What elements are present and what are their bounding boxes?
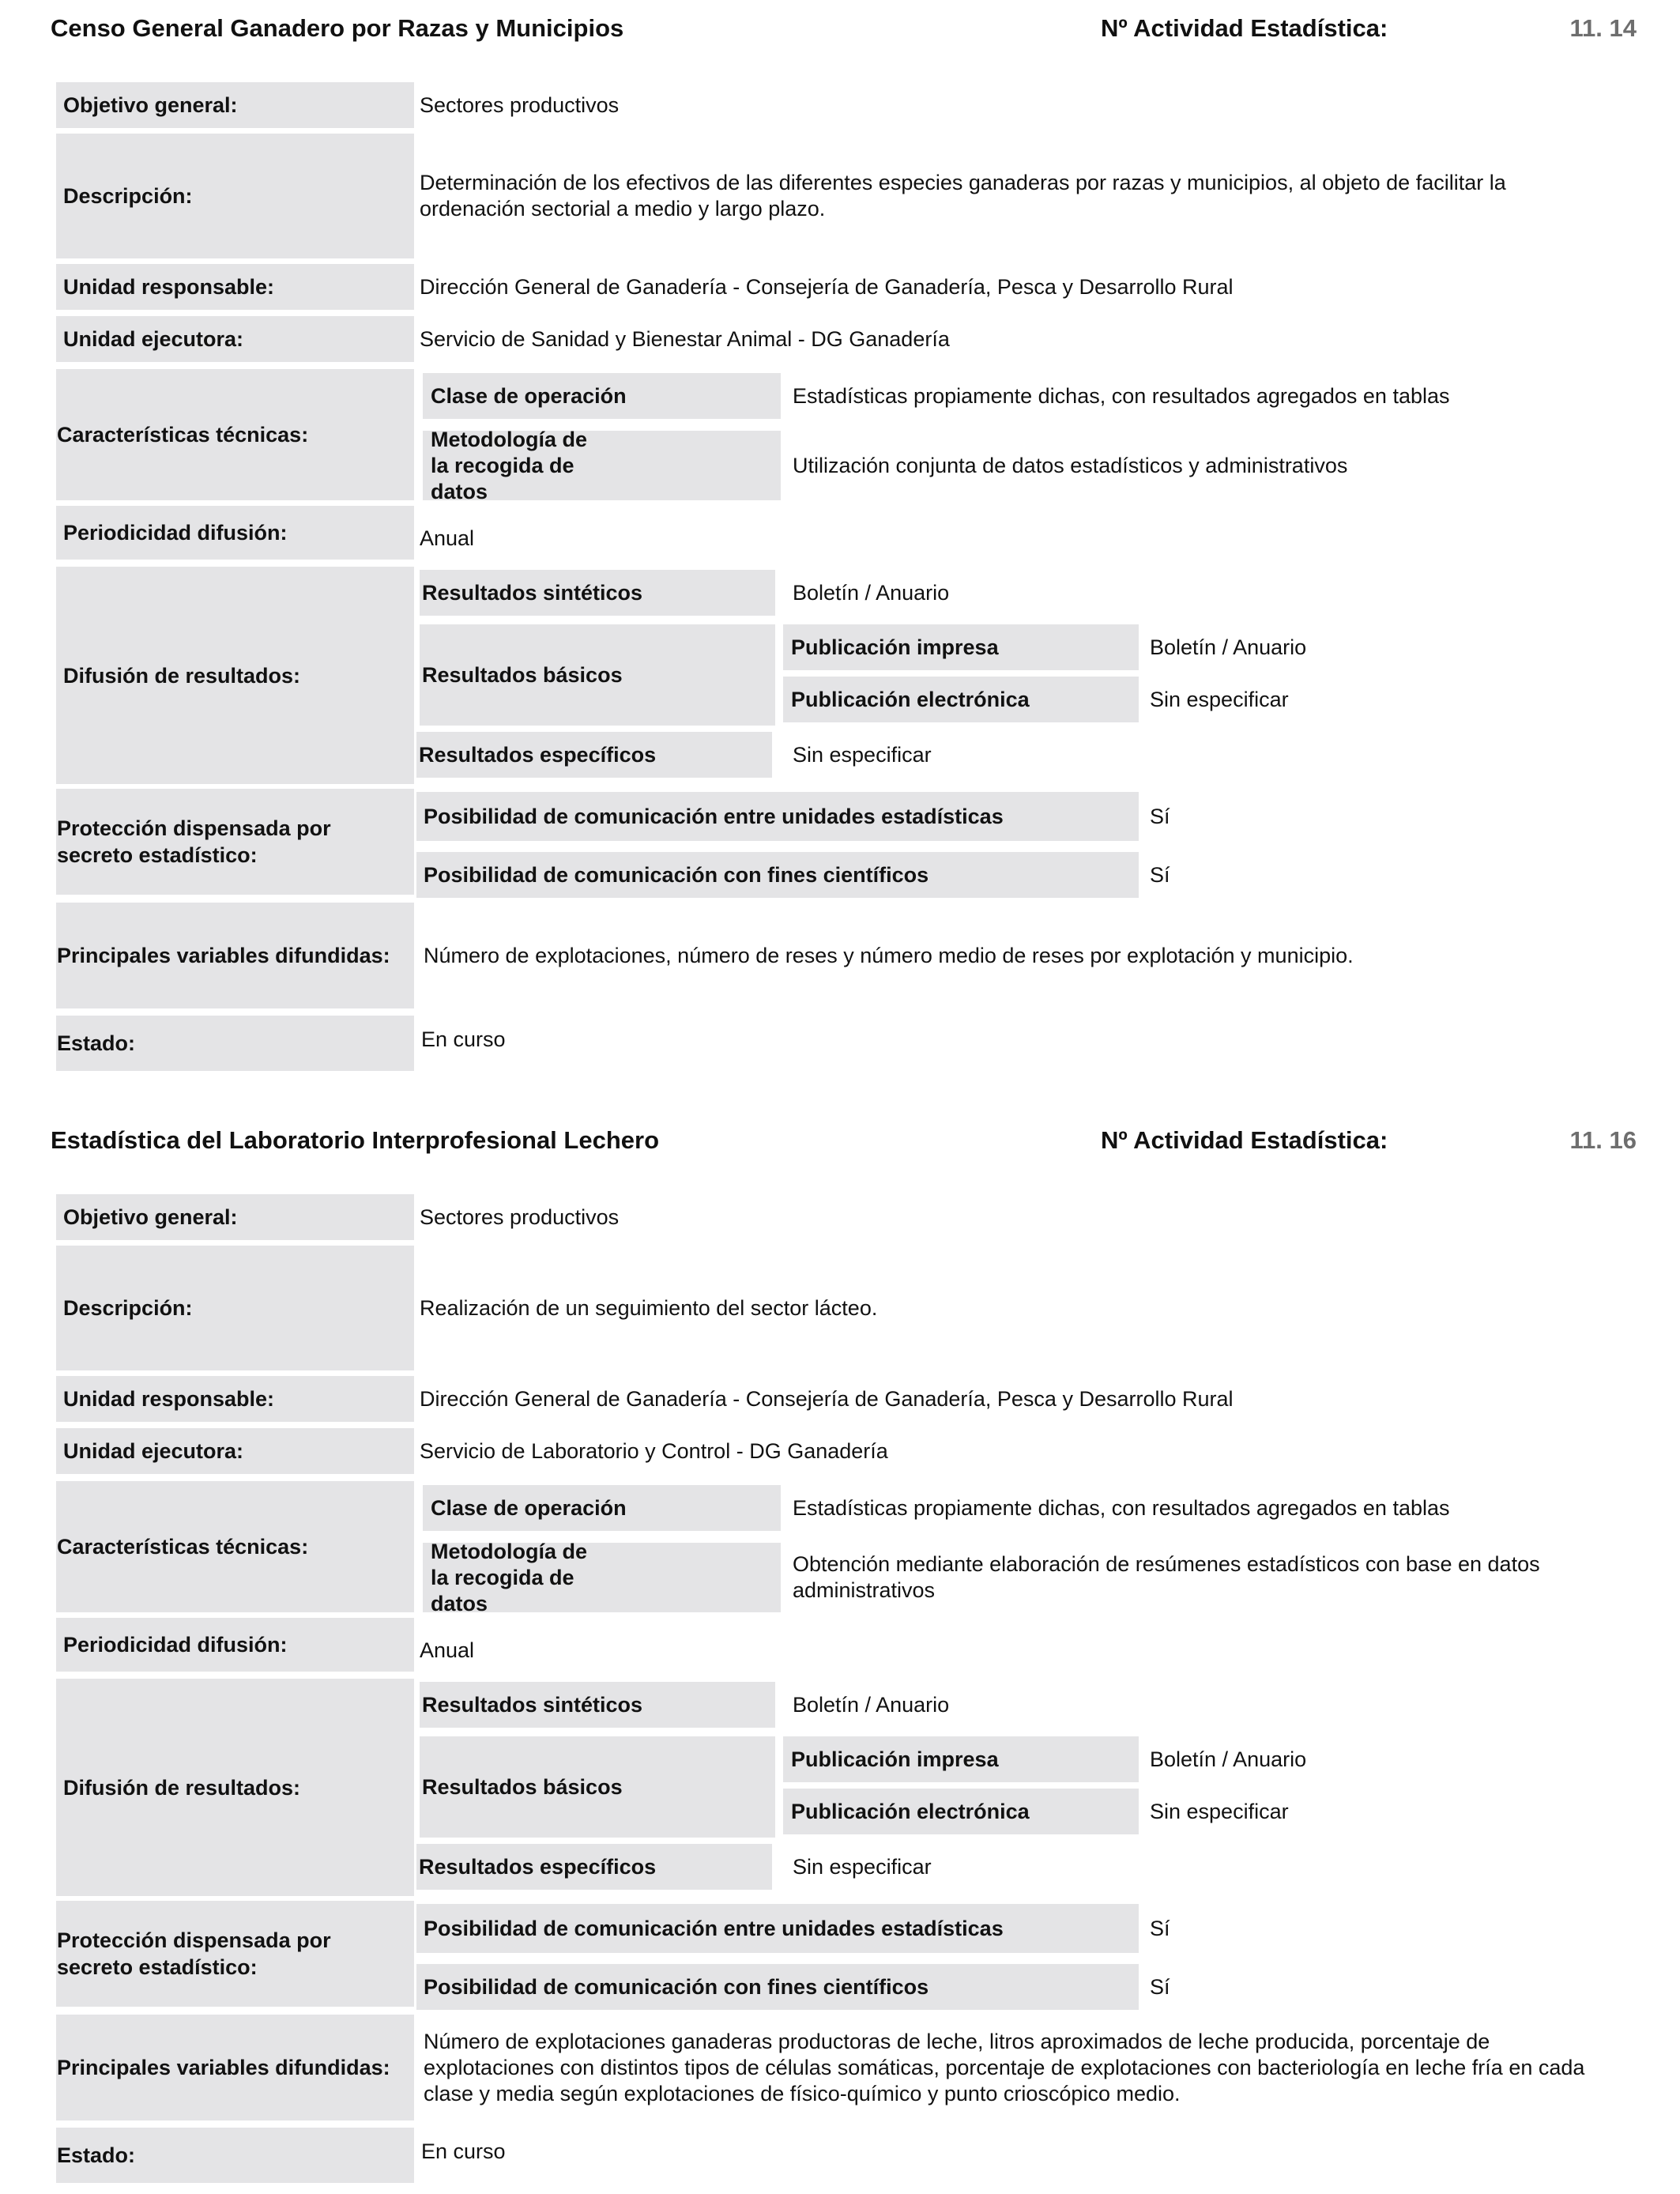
periodicidad-value: Anual [420, 1638, 475, 1662]
objetivo-label: Objetivo general: [56, 82, 414, 128]
unidad-responsable-value: Dirección General de Ganadería - Consejería de Ganadería, Pesca y Desarrollo Rural [420, 274, 1234, 299]
publicacion-impresa-value: Boletín / Anuario [1150, 635, 1307, 659]
periodicidad-label: Periodicidad difusión: [56, 1618, 414, 1672]
variables-label: Principales variables difundidas: [56, 2015, 414, 2120]
activity-section-11-14 [0, 0, 1680, 1091]
difusion-label: Difusión de resultados: [56, 567, 414, 784]
metodologia-value: Obtención mediante elaboración de resúmenes estadísticos con base en datos administrativos [793, 1552, 1540, 1602]
metodologia-label: Metodología de la recogida de datos [423, 431, 781, 500]
variables-label: Principales variables difundidas: [56, 903, 414, 1008]
proteccion-label: Protección dispensada por secreto estadístico: [56, 1901, 414, 2007]
clase-operacion-label: Clase de operación [423, 1485, 781, 1531]
activity-number-label: Nº Actividad Estadística: [1101, 1126, 1388, 1154]
resultados-basicos-label: Resultados básicos [420, 624, 775, 726]
clase-operacion-value: Estadísticas propiamente dichas, con resultados agregados en tablas [793, 383, 1450, 408]
unidad-ejecutora-label: Unidad ejecutora: [56, 1428, 414, 1474]
caracteristicas-label: Características técnicas: [56, 369, 414, 500]
resultados-sinteticos-label: Resultados sintéticos [420, 1682, 775, 1728]
activity-section-11-16 [0, 1112, 1680, 2194]
publicacion-electronica-value: Sin especificar [1150, 687, 1289, 711]
periodicidad-label: Periodicidad difusión: [56, 506, 414, 560]
clase-operacion-value: Estadísticas propiamente dichas, con resultados agregados en tablas [793, 1495, 1450, 1520]
resultados-basicos-label: Resultados básicos [420, 1736, 775, 1838]
resultados-especificos-label: Resultados específicos [416, 1844, 772, 1890]
resultados-sinteticos-label: Resultados sintéticos [420, 570, 775, 616]
publicacion-electronica-label: Publicación electrónica [783, 1789, 1139, 1834]
objetivo-value: Sectores productivos [420, 92, 620, 117]
section-title: Estadística del Laboratorio Interprofesional Lechero [51, 1126, 660, 1154]
comunicacion-cientificos-label: Posibilidad de comunicación con fines científicos [416, 1964, 1139, 2010]
estado-value: En curso [421, 2139, 506, 2163]
resultados-especificos-label: Resultados específicos [416, 732, 772, 778]
comunicacion-unidades-label: Posibilidad de comunicación entre unidades estadísticas [416, 1904, 1139, 1953]
publicacion-impresa-value: Boletín / Anuario [1150, 1747, 1307, 1771]
periodicidad-value: Anual [420, 526, 475, 550]
unidad-ejecutora-value: Servicio de Laboratorio y Control - DG Ganadería [420, 1438, 888, 1463]
publicacion-impresa-label: Publicación impresa [783, 1736, 1139, 1782]
descripcion-value: Realización de un seguimiento del sector lácteo. [420, 1295, 878, 1320]
variables-value: Número de explotaciones, número de reses y número medio de reses por explotación y municipio. [424, 943, 1354, 967]
descripcion-label: Descripción: [56, 1246, 414, 1370]
descripcion-value: Determinación de los efectivos de las diferentes especies ganaderas por razas y municipios, al objeto de facilitar la ordenación sectorial a medio y largo plazo. [420, 171, 1506, 221]
resultados-especificos-value: Sin especificar [793, 742, 932, 767]
activity-number: 11. 14 [1569, 14, 1637, 42]
unidad-responsable-label: Unidad responsable: [56, 264, 414, 310]
estado-label: Estado: [56, 1016, 414, 1071]
estado-label: Estado: [56, 2128, 414, 2183]
unidad-responsable-label: Unidad responsable: [56, 1376, 414, 1422]
activity-number-label: Nº Actividad Estadística: [1101, 14, 1388, 42]
publicacion-impresa-label: Publicación impresa [783, 624, 1139, 670]
section-title: Censo General Ganadero por Razas y Municipios [51, 14, 624, 42]
comunicacion-unidades-label: Posibilidad de comunicación entre unidades estadísticas [416, 792, 1139, 841]
resultados-especificos-value: Sin especificar [793, 1854, 932, 1879]
comunicacion-cientificos-value: Sí [1150, 1974, 1170, 1999]
comunicacion-unidades-value: Sí [1150, 1916, 1170, 1940]
estado-value: En curso [421, 1027, 506, 1051]
objetivo-label: Objetivo general: [56, 1194, 414, 1240]
metodologia-value: Utilización conjunta de datos estadísticos y administrativos [793, 453, 1348, 477]
publicacion-electronica-value: Sin especificar [1150, 1799, 1289, 1823]
publicacion-electronica-label: Publicación electrónica [783, 677, 1139, 722]
variables-value: Número de explotaciones ganaderas productoras de leche, litros aproximados de leche producida, porcentaje de explotaciones con distintos tipos de células somáticas, porcentaje de explotaciones con bacteriología en leche fría en cada clase y media según explotaciones de físico-químico y punto crioscópico medio. [424, 2029, 1585, 2105]
comunicacion-unidades-value: Sí [1150, 804, 1170, 828]
difusion-label: Difusión de resultados: [56, 1679, 414, 1896]
clase-operacion-label: Clase de operación [423, 373, 781, 419]
comunicacion-cientificos-label: Posibilidad de comunicación con fines científicos [416, 852, 1139, 898]
descripcion-label: Descripción: [56, 134, 414, 258]
unidad-responsable-value: Dirección General de Ganadería - Consejería de Ganadería, Pesca y Desarrollo Rural [420, 1386, 1234, 1411]
unidad-ejecutora-value: Servicio de Sanidad y Bienestar Animal - DG Ganadería [420, 326, 950, 351]
activity-number: 11. 16 [1569, 1126, 1637, 1154]
caracteristicas-label: Características técnicas: [56, 1481, 414, 1612]
resultados-sinteticos-value: Boletín / Anuario [793, 580, 950, 605]
resultados-sinteticos-value: Boletín / Anuario [793, 1692, 950, 1717]
objetivo-value: Sectores productivos [420, 1204, 620, 1229]
proteccion-label: Protección dispensada por secreto estadístico: [56, 789, 414, 895]
comunicacion-cientificos-value: Sí [1150, 862, 1170, 887]
unidad-ejecutora-label: Unidad ejecutora: [56, 316, 414, 362]
metodologia-label: Metodología de la recogida de datos [423, 1543, 781, 1612]
